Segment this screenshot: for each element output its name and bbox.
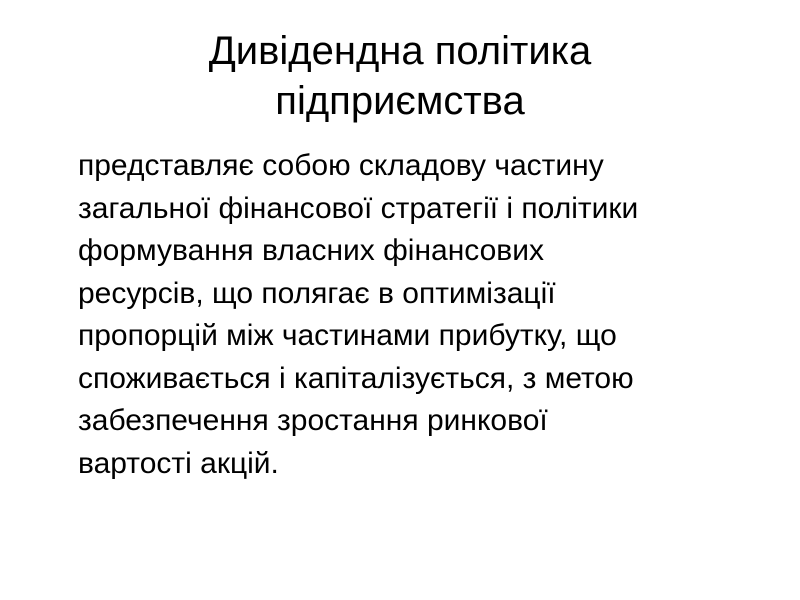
- body-line: ресурсів, що полягає в оптимізації: [78, 276, 556, 310]
- body-line: представляє собою складову частину: [78, 149, 604, 182]
- slide-body-text: [78, 145, 778, 485]
- title-line: Дивідендна політика: [208, 29, 592, 73]
- body-line: пропорцій між частинами прибутку, що: [78, 319, 617, 352]
- body-line: забезпечення зростання ринкової: [78, 404, 548, 437]
- body-line: вартості акцій.: [78, 446, 279, 480]
- slide-title: [40, 26, 760, 126]
- body-line: загальної фінансової стратегії і політики: [78, 191, 639, 225]
- body-line: формування власних фінансових: [78, 234, 544, 267]
- title-line: підприємства: [275, 79, 525, 123]
- body-line: споживається і капіталізується, з метою: [78, 361, 634, 395]
